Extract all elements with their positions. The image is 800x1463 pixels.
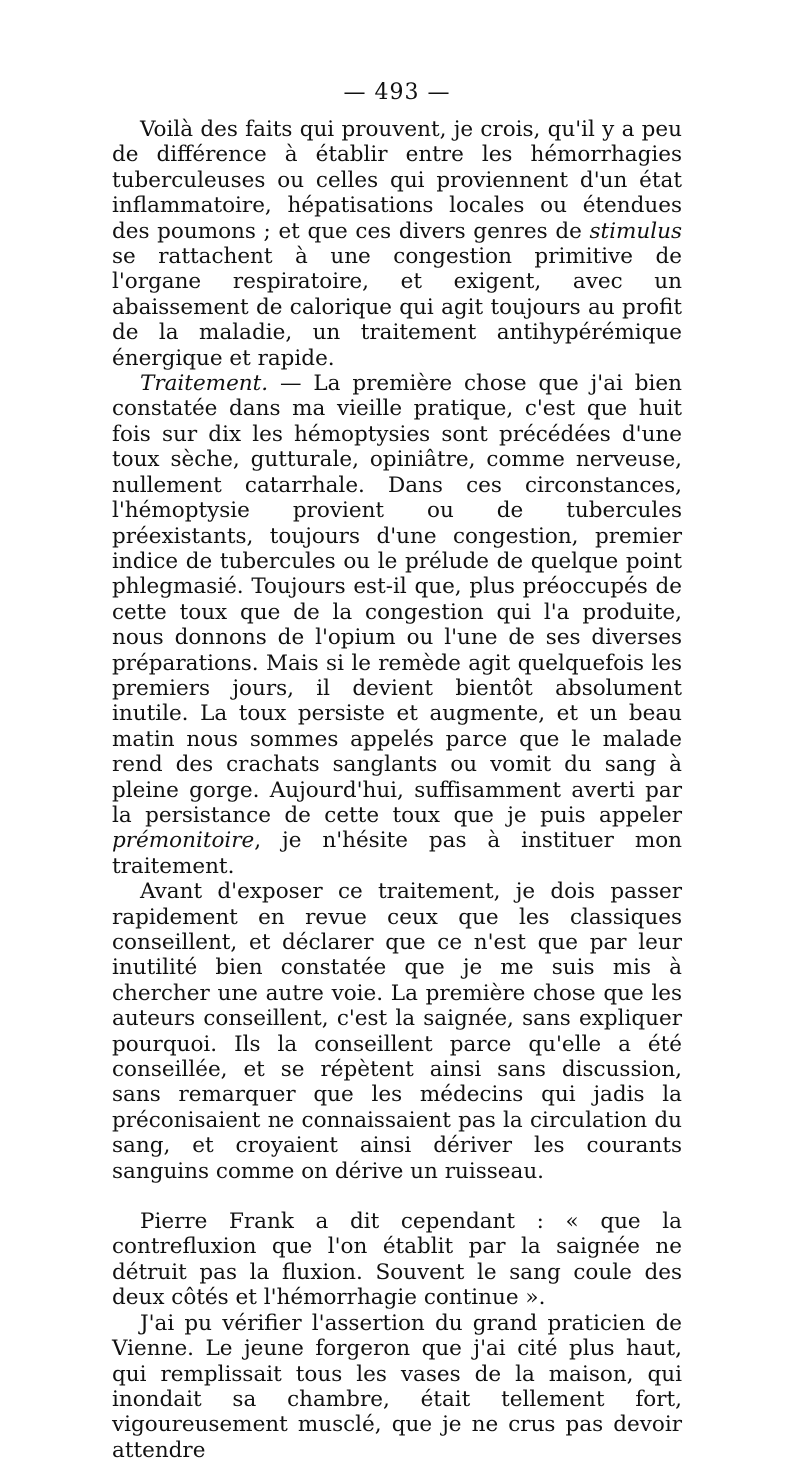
section-heading-traitement: Traitement. <box>140 371 269 397</box>
text-segment: J'ai pu vérifier l'assertion du grand praticien de Vienne. Le jeune forgeron que j'ai cité plus haut, qui remplissait tous les vases de la maison, qui inondait sa chambre, était tellement fort, vigoureusement musclé, que je ne crus pas devoir attendre <box>112 1310 682 1463</box>
text-segment: Pierre Frank a dit cependant : « que la contrefluxion que l'on établit par la saignée ne détruit pas la fluxion. Souvent le sang coule des deux côtés et l'hémorrhagie continue ». <box>112 1209 682 1311</box>
paragraph-3 <box>112 879 682 1184</box>
italic-term-premonitoire: prémonitoire <box>112 828 255 854</box>
text-segment: Voilà des faits qui prouvent, je crois, qu'il y a peu de différence à établir entre les hémorrhagies tuberculeuses ou celles qui proviennent d'un état inflammatoire, hépatisations locales ou étendues des poumons ; et que ces divers genres de <box>112 117 682 244</box>
paragraph-1 <box>112 117 682 371</box>
body-text <box>112 117 682 1463</box>
page-number: — 493 — <box>343 80 451 105</box>
paragraph-4 <box>112 1209 682 1311</box>
paragraph-5 <box>112 1311 682 1463</box>
italic-term-stimulus: stimulus <box>589 218 682 244</box>
text-segment: se rattachent à une congestion primitive de l'organe respiratoire, et exigent, avec un abaissement de calorique qui agit toujours au profit de la maladie, un traitement antihypérémique énergique et rapide. <box>112 244 682 371</box>
document-page <box>112 0 682 1463</box>
paragraph-2 <box>112 371 682 879</box>
text-segment: — La première chose que j'ai bien constatée dans ma vieille pratique, c'est que huit fois sur dix les hémoptysies sont précédées d'une toux sèche, gutturale, opiniâtre, comme nerveuse, nullement catarrhale. Dans ces circonstances, l'hémoptysie provient ou de tubercules préexistants, toujours d'une congestion, premier indice de tubercules ou le prélude de quelque point phlegmasié. Toujours est-il que, plus préoccupés de cette toux que de la congestion qui l'a produite, nous donnons de l'opium ou l'une de ses diverses préparations. Mais si le remède agit quelquefois les premiers jours, il devient bientôt absolument inutile. La toux persiste et augmente, et un beau matin nous sommes appelés parce que le malade rend des crachats sanglants ou vomit du sang à pleine gorge. Aujourd'hui, suffisamment averti par la persistance de cette toux que je puis appeler <box>112 371 682 828</box>
text-segment: Avant d'exposer ce traitement, je dois passer rapidement en revue ceux que les classiques conseillent, et déclarer que ce n'est que par leur inutilité bien constatée que je me suis mis à chercher une autre voie. La première chose que les auteurs conseillent, c'est la saignée, sans expliquer pourquoi. Ils la conseillent parce qu'elle a été conseillée, et se répètent ainsi sans discussion, sans remarquer que les médecins qui jadis la préconisaient ne connaissaient pas la circulation du sang, et croyaient ainsi dériver les courants sanguins comme on dérive un ruisseau. <box>112 879 682 1184</box>
text-segment: , je n'hésite pas à instituer mon traitement. <box>112 828 682 879</box>
